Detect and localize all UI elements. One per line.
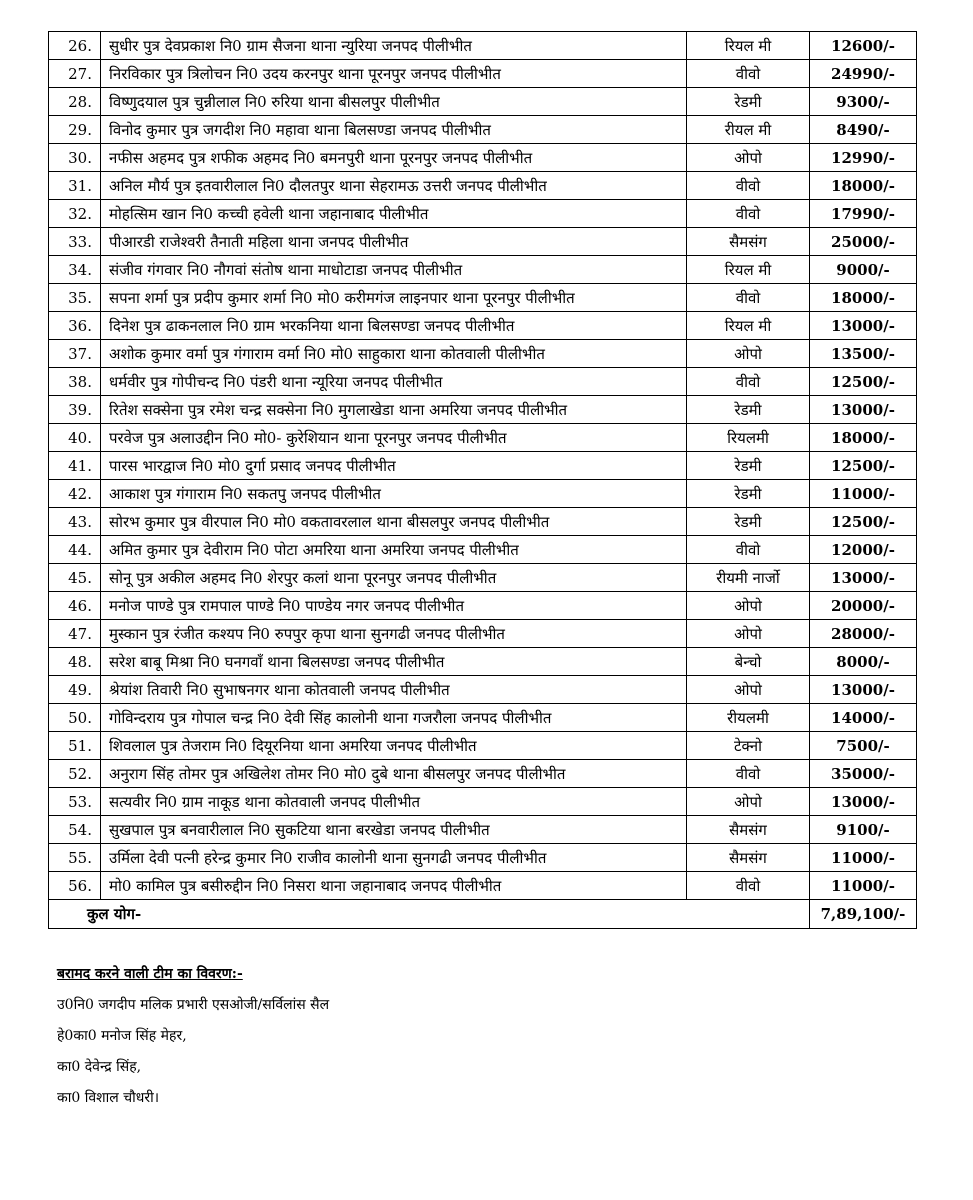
amount-cell: 13000/-: [810, 788, 917, 816]
team-member: का0 देवेन्द्र सिंह,: [57, 1059, 142, 1075]
owner-details-cell: सुधीर पुत्र देवप्रकाश नि0 ग्राम सैजना थाना न्युरिया जनपद पीलीभीत: [101, 32, 687, 60]
owner-details-cell: मो0 कामिल पुत्र बसीरुद्दीन नि0 निसरा थाना जहानाबाद जनपद पीलीभीत: [101, 872, 687, 900]
owner-details-cell: श्रेयांश तिवारी नि0 सुभाषनगर थाना कोतवाली जनपद पीलीभीत: [101, 676, 687, 704]
table-row: [49, 788, 917, 816]
phone-brand-cell: वीवो: [687, 60, 810, 88]
serial-number-cell: 51.: [49, 732, 101, 760]
phone-brand-cell: रीयमी नार्जो: [687, 564, 810, 592]
owner-details-cell: सत्यवीर नि0 ग्राम नाकूड थाना कोतवाली जनपद पीलीभीत: [101, 788, 687, 816]
total-label: कुल योग-: [49, 900, 810, 929]
serial-number-cell: 40.: [49, 424, 101, 452]
phone-brand-cell: सैमसंग: [687, 816, 810, 844]
owner-details-cell: नफीस अहमद पुत्र शफीक अहमद नि0 बमनपुरी थाना पूरनपुर जनपद पीलीभीत: [101, 144, 687, 172]
serial-number-cell: 41.: [49, 452, 101, 480]
owner-details-cell: निरविकार पुत्र त्रिलोचन नि0 उदय करनपुर थाना पूरनपुर जनपद पीलीभीत: [101, 60, 687, 88]
owner-details-cell: मनोज पाण्डे पुत्र रामपाल पाण्डे नि0 पाण्डेय नगर जनपद पीलीभीत: [101, 592, 687, 620]
amount-cell: 11000/-: [810, 480, 917, 508]
amount-cell: 12000/-: [810, 536, 917, 564]
serial-number-cell: 35.: [49, 284, 101, 312]
phone-brand-cell: रियल मी: [687, 32, 810, 60]
table-row: [49, 536, 917, 564]
serial-number-cell: 43.: [49, 508, 101, 536]
phone-brand-cell: रेडमी: [687, 480, 810, 508]
serial-number-cell: 56.: [49, 872, 101, 900]
table-row: [49, 368, 917, 396]
phone-brand-cell: वीवो: [687, 172, 810, 200]
table-row: [49, 872, 917, 900]
table-row: [49, 676, 917, 704]
amount-cell: 20000/-: [810, 592, 917, 620]
table-row: [49, 760, 917, 788]
table-row: [49, 60, 917, 88]
table-row: [49, 340, 917, 368]
owner-details-cell: सपना शर्मा पुत्र प्रदीप कुमार शर्मा नि0 मो0 करीमगंज लाइनपार थाना पूरनपुर पीलीभीत: [101, 284, 687, 312]
owner-details-cell: परवेज पुत्र अलाउद्दीन नि0 मो0- कुरेशियान थाना पूरनपुर जनपद पीलीभीत: [101, 424, 687, 452]
owner-details-cell: अमित कुमार पुत्र देवीराम नि0 पोटा अमरिया थाना अमरिया जनपद पीलीभीत: [101, 536, 687, 564]
table-row: [49, 144, 917, 172]
phone-brand-cell: वीवो: [687, 872, 810, 900]
team-title: बरामद करने वाली टीम का विवरण:-: [57, 966, 243, 982]
team-member: उ0नि0 जगदीप मलिक प्रभारी एसओजी/सर्विलांस सैल: [57, 997, 330, 1013]
amount-cell: 28000/-: [810, 620, 917, 648]
table-row: [49, 648, 917, 676]
recovery-table: [48, 31, 917, 929]
owner-details-cell: सरेश बाबू मिश्रा नि0 घनगवाँ थाना बिलसण्डा जनपद पीलीभीत: [101, 648, 687, 676]
table-row: [49, 228, 917, 256]
amount-cell: 12500/-: [810, 368, 917, 396]
amount-cell: 25000/-: [810, 228, 917, 256]
table-row: [49, 172, 917, 200]
amount-cell: 18000/-: [810, 172, 917, 200]
owner-details-cell: अनुराग सिंह तोमर पुत्र अखिलेश तोमर नि0 मो0 दुबे थाना बीसलपुर जनपद पीलीभीत: [101, 760, 687, 788]
amount-cell: 18000/-: [810, 284, 917, 312]
table-row: [49, 312, 917, 340]
owner-details-cell: मोहत्सिम खान नि0 कच्ची हवेली थाना जहानाबाद पीलीभीत: [101, 200, 687, 228]
phone-brand-cell: सैमसंग: [687, 844, 810, 872]
amount-cell: 11000/-: [810, 844, 917, 872]
amount-cell: 12500/-: [810, 452, 917, 480]
owner-details-cell: सुखपाल पुत्र बनवारीलाल नि0 सुकटिया थाना बरखेडा जनपद पीलीभीत: [101, 816, 687, 844]
table-row: [49, 32, 917, 60]
table-row: [49, 592, 917, 620]
phone-brand-cell: रीयलमी: [687, 704, 810, 732]
serial-number-cell: 42.: [49, 480, 101, 508]
phone-brand-cell: सैमसंग: [687, 228, 810, 256]
table-row: [49, 396, 917, 424]
phone-brand-cell: रीयल मी: [687, 116, 810, 144]
serial-number-cell: 29.: [49, 116, 101, 144]
table-row: [49, 704, 917, 732]
serial-number-cell: 48.: [49, 648, 101, 676]
table-row: [49, 844, 917, 872]
amount-cell: 9100/-: [810, 816, 917, 844]
amount-cell: 12990/-: [810, 144, 917, 172]
table-row: [49, 452, 917, 480]
owner-details-cell: पीआरडी राजेश्वरी तैनाती महिला थाना जनपद पीलीभीत: [101, 228, 687, 256]
serial-number-cell: 27.: [49, 60, 101, 88]
phone-brand-cell: ओपो: [687, 620, 810, 648]
owner-details-cell: विनोद कुमार पुत्र जगदीश नि0 महावा थाना बिलसण्डा जनपद पीलीभीत: [101, 116, 687, 144]
owner-details-cell: विष्णुदयाल पुत्र चुन्नीलाल नि0 रुरिया थाना बीसलपुर पीलीभीत: [101, 88, 687, 116]
owner-details-cell: मुस्कान पुत्र रंजीत कश्यप नि0 रुपपुर कृपा थाना सुनगढी जनपद पीलीभीत: [101, 620, 687, 648]
total-row: [49, 900, 917, 929]
serial-number-cell: 50.: [49, 704, 101, 732]
phone-brand-cell: वीवो: [687, 200, 810, 228]
owner-details-cell: संजीव गंगवार नि0 नौगवां संतोष थाना माधोटाडा जनपद पीलीभीत: [101, 256, 687, 284]
phone-brand-cell: रियल मी: [687, 256, 810, 284]
amount-cell: 7500/-: [810, 732, 917, 760]
phone-brand-cell: वीवो: [687, 760, 810, 788]
serial-number-cell: 26.: [49, 32, 101, 60]
serial-number-cell: 46.: [49, 592, 101, 620]
owner-details-cell: पारस भारद्वाज नि0 मो0 दुर्गा प्रसाद जनपद पीलीभीत: [101, 452, 687, 480]
amount-cell: 17990/-: [810, 200, 917, 228]
amount-cell: 13000/-: [810, 676, 917, 704]
amount-cell: 24990/-: [810, 60, 917, 88]
phone-brand-cell: रेडमी: [687, 452, 810, 480]
owner-details-cell: अनिल मौर्य पुत्र इतवारीलाल नि0 दौलतपुर थाना सेहरामऊ उत्तरी जनपद पीलीभीत: [101, 172, 687, 200]
amount-cell: 11000/-: [810, 872, 917, 900]
table-row: [49, 200, 917, 228]
serial-number-cell: 47.: [49, 620, 101, 648]
serial-number-cell: 33.: [49, 228, 101, 256]
owner-details-cell: दिनेश पुत्र ढाकनलाल नि0 ग्राम भरकनिया थाना बिलसण्डा जनपद पीलीभीत: [101, 312, 687, 340]
phone-brand-cell: टेक्नो: [687, 732, 810, 760]
amount-cell: 35000/-: [810, 760, 917, 788]
amount-cell: 13500/-: [810, 340, 917, 368]
team-section: [57, 965, 329, 1120]
amount-cell: 12500/-: [810, 508, 917, 536]
owner-details-cell: सोनू पुत्र अकील अहमद नि0 शेरपुर कलां थाना पूरनपुर जनपद पीलीभीत: [101, 564, 687, 592]
table-row: [49, 116, 917, 144]
phone-brand-cell: वीवो: [687, 536, 810, 564]
table-body: [49, 32, 917, 900]
owner-details-cell: धर्मवीर पुत्र गोपीचन्द नि0 पंडरी थाना न्यूरिया जनपद पीलीभीत: [101, 368, 687, 396]
serial-number-cell: 52.: [49, 760, 101, 788]
team-member: हे0का0 मनोज सिंह मेहर,: [57, 1028, 187, 1044]
table-row: [49, 480, 917, 508]
table-row: [49, 816, 917, 844]
amount-cell: 12600/-: [810, 32, 917, 60]
phone-brand-cell: ओपो: [687, 144, 810, 172]
owner-details-cell: आकाश पुत्र गंगाराम नि0 सकतपु जनपद पीलीभीत: [101, 480, 687, 508]
phone-brand-cell: बेन्चो: [687, 648, 810, 676]
table-row: [49, 424, 917, 452]
serial-number-cell: 32.: [49, 200, 101, 228]
amount-cell: 18000/-: [810, 424, 917, 452]
phone-brand-cell: रेडमी: [687, 88, 810, 116]
amount-cell: 13000/-: [810, 312, 917, 340]
serial-number-cell: 34.: [49, 256, 101, 284]
amount-cell: 9300/-: [810, 88, 917, 116]
phone-brand-cell: रेडमी: [687, 396, 810, 424]
amount-cell: 13000/-: [810, 396, 917, 424]
serial-number-cell: 55.: [49, 844, 101, 872]
amount-cell: 8000/-: [810, 648, 917, 676]
owner-details-cell: उर्मिला देवी पत्नी हरेन्द्र कुमार नि0 राजीव कालोनी थाना सुनगढी जनपद पीलीभीत: [101, 844, 687, 872]
table-row: [49, 508, 917, 536]
owner-details-cell: अशोक कुमार वर्मा पुत्र गंगाराम वर्मा नि0 मो0 साहुकारा थाना कोतवाली पीलीभीत: [101, 340, 687, 368]
table-row: [49, 732, 917, 760]
serial-number-cell: 45.: [49, 564, 101, 592]
table-row: [49, 88, 917, 116]
owner-details-cell: शिवलाल पुत्र तेजराम नि0 दियूरनिया थाना अमरिया जनपद पीलीभीत: [101, 732, 687, 760]
phone-brand-cell: वीवो: [687, 284, 810, 312]
amount-cell: 14000/-: [810, 704, 917, 732]
phone-brand-cell: ओपो: [687, 788, 810, 816]
table-row: [49, 564, 917, 592]
serial-number-cell: 38.: [49, 368, 101, 396]
serial-number-cell: 39.: [49, 396, 101, 424]
serial-number-cell: 54.: [49, 816, 101, 844]
table-row: [49, 620, 917, 648]
phone-brand-cell: रियलमी: [687, 424, 810, 452]
phone-brand-cell: ओपो: [687, 340, 810, 368]
serial-number-cell: 37.: [49, 340, 101, 368]
amount-cell: 8490/-: [810, 116, 917, 144]
owner-details-cell: रितेश सक्सेना पुत्र रमेश चन्द्र सक्सेना नि0 मुगलाखेडा थाना अमरिया जनपद पीलीभीत: [101, 396, 687, 424]
total-amount: 7,89,100/-: [810, 900, 917, 929]
phone-brand-cell: ओपो: [687, 676, 810, 704]
serial-number-cell: 44.: [49, 536, 101, 564]
phone-brand-cell: ओपो: [687, 592, 810, 620]
serial-number-cell: 28.: [49, 88, 101, 116]
table-row: [49, 284, 917, 312]
serial-number-cell: 30.: [49, 144, 101, 172]
owner-details-cell: सोरभ कुमार पुत्र वीरपाल नि0 मो0 वकतावरलाल थाना बीसलपुर जनपद पीलीभीत: [101, 508, 687, 536]
amount-cell: 13000/-: [810, 564, 917, 592]
phone-brand-cell: रेडमी: [687, 508, 810, 536]
serial-number-cell: 36.: [49, 312, 101, 340]
serial-number-cell: 49.: [49, 676, 101, 704]
serial-number-cell: 53.: [49, 788, 101, 816]
serial-number-cell: 31.: [49, 172, 101, 200]
owner-details-cell: गोविन्दराय पुत्र गोपाल चन्द्र नि0 देवी सिंह कालोनी थाना गजरौला जनपद पीलीभीत: [101, 704, 687, 732]
amount-cell: 9000/-: [810, 256, 917, 284]
team-members: [57, 996, 329, 1107]
phone-brand-cell: रियल मी: [687, 312, 810, 340]
phone-brand-cell: वीवो: [687, 368, 810, 396]
table-row: [49, 256, 917, 284]
team-member: का0 विशाल चौधरी।: [57, 1090, 160, 1106]
